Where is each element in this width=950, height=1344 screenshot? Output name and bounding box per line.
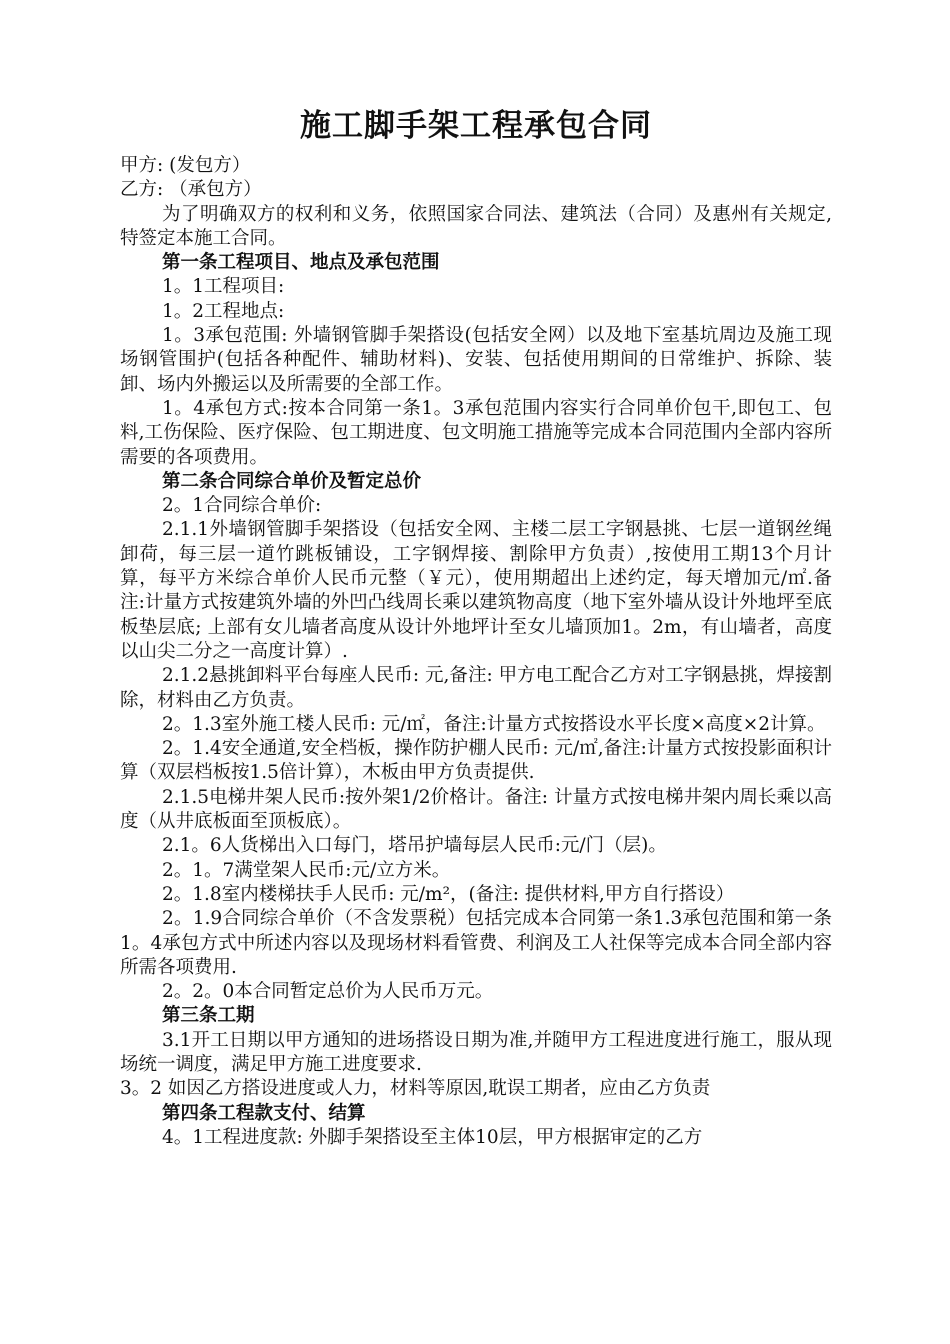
clause-2-1-7: 2。1。7满堂架人民币:元/立方米。 (162, 859, 451, 881)
clause-3-1: 3.1开工日期以甲方通知的进场搭设日期为准,并随甲方工程进度进行施工，服从现场统一调度，满足甲方施工进度要求. (120, 1029, 832, 1075)
clause-2-1-4: 2。1.4安全通道,安全档板，操作防护棚人民币: 元/㎡,备注:计量方式按投影面积计算（双层档板按1.5倍计算），木板由甲方负责提供. (120, 738, 832, 784)
clause-2-1-1: 2.1.1外墙钢管脚手架搭设（包括安全网、主楼二层工字钢悬挑、七层一道钢丝绳卸荷，每三层一道竹跳板铺设，工字钢焊接、割除甲方负责）,按使用工期13个月计算，每平方米综合单价人民币元整（￥元），使用期超出上述约定，每天增加元/㎡.备注:计量方式按建筑外墙的外凹凸线周长乘以建筑物高度（地下室外墙从设计外地坪至底板垫层底; 上部有女儿墙者高度从设计外地坪计至女儿墙顶加1。2m，有山墙者，高度以山尖二分之一高度计算）. (120, 519, 832, 662)
article-1-heading: 第一条工程项目、地点及承包范围 (162, 252, 440, 274)
party-b-line: 乙方: （承包方） (120, 179, 262, 201)
clause-2-1-6: 2.1。6人货梯出入口每门，塔吊护墙每层人民币:元/门（层)。 (162, 835, 667, 857)
clause-3-2: 3。2 如因乙方搭设进度或人力，材料等原因,耽误工期者，应由乙方负责 (120, 1078, 711, 1100)
clause-1-3: 1。3承包范围: 外墙钢管脚手架搭设(包括安全网）以及地下室基坑周边及施工现场钢管围护(包括各种配件、辅助材料)、安装、包括使用期间的日常维护、拆除、装卸、场内外搬运以及所需要的全部工作。 (120, 325, 832, 395)
clause-1-4: 1。4承包方式:按本合同第一条1。3承包范围内容实行合同单价包干,即包工、包料,工伤保险、医疗保险、包工期进度、包文明施工措施等完成本合同范围内全部内容所需要的各项费用。 (120, 397, 832, 468)
clause-2-1-2: 2.1.2悬挑卸料平台每座人民币: 元,备注: 甲方电工配合乙方对工字钢悬挑，焊接割除，材料由乙方负责。 (120, 665, 832, 711)
clause-2-1-5: 2.1.5电梯井架人民币:按外架1/2价格计。备注: 计量方式按电梯井架内周长乘以高度（从井底板面至顶板底）。 (120, 786, 832, 833)
clause-2-1-9: 2。1.9合同综合单价（不含发票税）包括完成本合同第一条1.3承包范围和第一条1。4承包方式中所述内容以及现场材料看管费、利润及工人社保等完成本合同全部内容所需各项费用. (120, 908, 832, 978)
clause-4-1: 4。1工程进度款: 外脚手架搭设至主体10层，甲方根据审定的乙方 (162, 1126, 703, 1148)
clause-2-2-0: 2。2。0本合同暂定总价为人民币万元。 (162, 981, 494, 1003)
article-2-heading: 第二条合同综合单价及暂定总价 (162, 470, 422, 492)
clause-2-1-8: 2。1.8室内楼梯扶手人民币: 元/m²，(备注: 提供材料,甲方自行搭设） (162, 883, 735, 905)
party-a-line: 甲方: (发包方） (120, 155, 251, 176)
contract-body (120, 154, 832, 1150)
preamble-paragraph: 为了明确双方的权利和义务，依照国家合同法、建筑法（合同）及惠州有关规定,特签定本施工合同。 (120, 203, 832, 249)
contract-page (120, 100, 832, 1150)
clause-1-1: 1。1工程项目: (162, 276, 285, 298)
document-title: 施工脚手架工程承包合同 (300, 108, 652, 144)
article-4-heading: 第四条工程款支付、结算 (162, 1102, 366, 1124)
clause-1-2: 1。2工程地点: (162, 300, 285, 322)
article-3-heading: 第三条工期 (162, 1005, 255, 1027)
clause-2-1-3: 2。1.3室外施工楼人民币: 元/㎡，备注:计量方式按搭设水平长度×高度×2计算。 (162, 713, 826, 735)
clause-2-1: 2。1合同综合单价: (162, 495, 322, 517)
